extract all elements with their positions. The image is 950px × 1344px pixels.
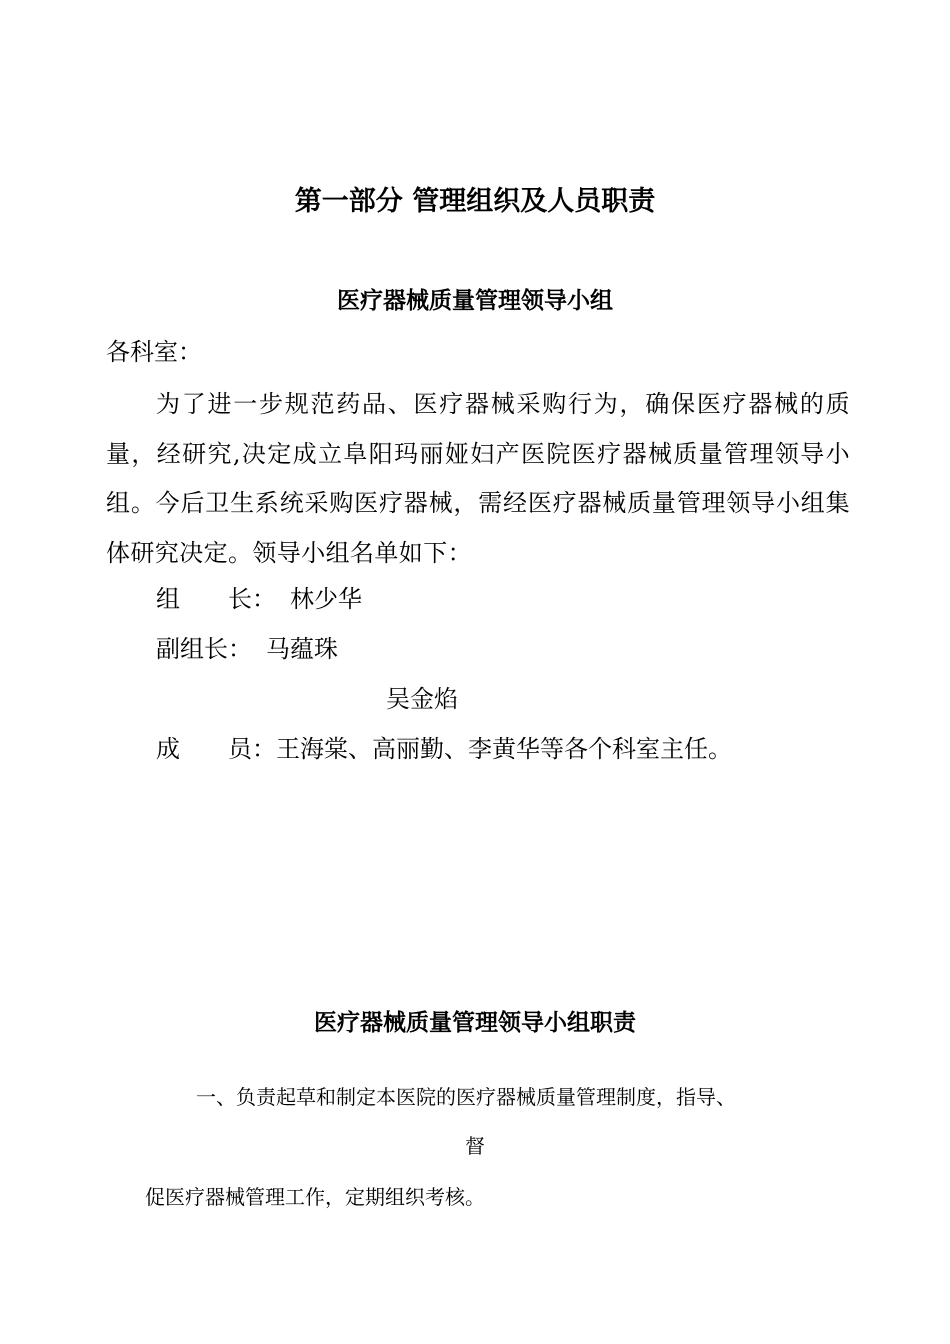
responsibility-item-1-line-1: 一、负责起草和制定本医院的医疗器械质量管理制度，指导、 [196, 1085, 736, 1109]
responsibility-item-1-line-2: 督 [465, 1134, 485, 1158]
leader-row [156, 582, 362, 616]
leader-label: 组 长： [156, 585, 276, 613]
section-title-responsibilities: 医疗器械质量管理领导小组职责 [314, 1009, 636, 1036]
members-names: 王海棠、高丽勤、李黄华等各个科室主任。 [276, 735, 732, 763]
deputy-name-1: 马蕴珠 [266, 635, 338, 663]
leader-name: 林少华 [290, 585, 362, 613]
page-heading: 第一部分 管理组织及人员职责 [294, 186, 656, 217]
intro-paragraph: 为了进一步规范药品、医疗器械采购行为，确保医疗器械的质量，经研究,决定成立阜阳玛丽娅妇产医院医疗器械质量管理领导小组。今后卫生系统采购医疗器械，需经医疗器械质量管理领导小组集体研究决定。领导小组名单如下： [106, 390, 850, 567]
members-label: 成 员： [156, 735, 276, 763]
responsibility-item-1-line-3: 促医疗器械管理工作，定期组织考核。 [145, 1185, 485, 1209]
members-row [156, 732, 732, 766]
section-title-leadership-group: 医疗器械质量管理领导小组 [337, 287, 613, 314]
deputy-label: 副组长： [156, 635, 252, 663]
salutation: 各科室： [106, 338, 202, 366]
deputy-name-2: 吴金焰 [386, 685, 458, 713]
deputy-row [156, 632, 338, 666]
